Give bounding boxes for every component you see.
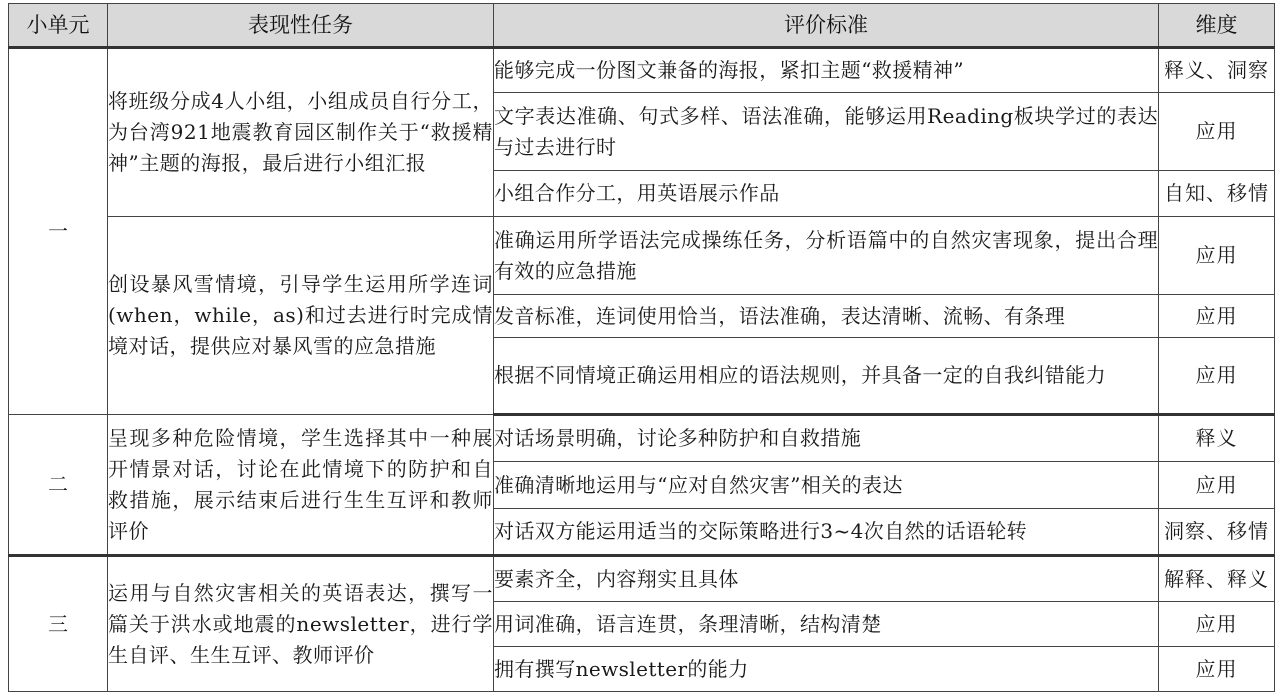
table-row [9,556,1275,602]
criterion-cell: 发音标准，连词使用恰当，语法准确，表达清晰、流畅、有条理 [494,295,1159,338]
criterion-cell: 根据不同情境正确运用相应的语法规则，并具备一定的自我纠错能力 [494,338,1159,415]
dimension-cell: 自知、移情 [1159,171,1275,217]
dimension-cell: 应用 [1159,295,1275,338]
criterion-cell: 对话双方能运用适当的交际策略进行3~4次自然的话语轮转 [494,509,1159,556]
criterion-cell: 能够完成一份图文兼备的海报，紧扣主题“救援精神” [494,48,1159,93]
dimension-cell: 解释、释义 [1159,556,1275,602]
criterion-cell: 文字表达准确、句式多样、语法准确，能够运用Reading板块学过的表达与过去进行时 [494,93,1159,171]
dimension-cell: 释义 [1159,415,1275,462]
unit-cell-3: 三 [9,556,108,692]
criterion-cell: 要素齐全，内容翔实且具体 [494,556,1159,602]
table-row [9,217,1275,295]
unit-cell-1: 一 [9,48,108,415]
task-cell-1-2: 创设暴风雪情境，引导学生运用所学连词(when，while，as)和过去进行时完成情境对话，提供应对暴风雪的应急措施 [108,217,494,415]
unit-cell-2: 二 [9,415,108,556]
dimension-cell: 应用 [1159,647,1275,692]
dimension-cell: 应用 [1159,93,1275,171]
dimension-cell: 释义、洞察 [1159,48,1275,93]
task-cell-3-1: 运用与自然灾害相关的英语表达，撰写一篇关于洪水或地震的newsletter，进行学生自评、生生互评、教师评价 [108,556,494,692]
header-unit: 小单元 [9,4,108,48]
criterion-cell: 对话场景明确，讨论多种防护和自救措施 [494,415,1159,462]
dimension-cell: 应用 [1159,462,1275,509]
task-cell-1-1: 将班级分成4人小组，小组成员自行分工，为台湾921地震教育园区制作关于“救援精神”主题的海报，最后进行小组汇报 [108,48,494,217]
dimension-cell: 洞察、移情 [1159,509,1275,556]
criterion-cell: 用词准确，语言连贯，条理清晰，结构清楚 [494,602,1159,647]
header-dimension: 维度 [1159,4,1275,48]
criterion-cell: 拥有撰写newsletter的能力 [494,647,1159,692]
criterion-cell: 小组合作分工，用英语展示作品 [494,171,1159,217]
table-header-row [9,4,1275,48]
header-task: 表现性任务 [108,4,494,48]
table-row [9,48,1275,93]
table-row [9,415,1275,462]
criterion-cell: 准确运用所学语法完成操练任务，分析语篇中的自然灾害现象，提出合理有效的应急措施 [494,217,1159,295]
criterion-cell: 准确清晰地运用与“应对自然灾害”相关的表达 [494,462,1159,509]
evaluation-rubric-table [8,3,1275,692]
task-cell-2-1: 呈现多种危险情境，学生选择其中一种展开情景对话，讨论在此情境下的防护和自救措施，展示结束后进行生生互评和教师评价 [108,415,494,556]
dimension-cell: 应用 [1159,338,1275,415]
header-criteria: 评价标准 [494,4,1159,48]
dimension-cell: 应用 [1159,217,1275,295]
dimension-cell: 应用 [1159,602,1275,647]
rubric-table-wrapper [8,3,1274,692]
